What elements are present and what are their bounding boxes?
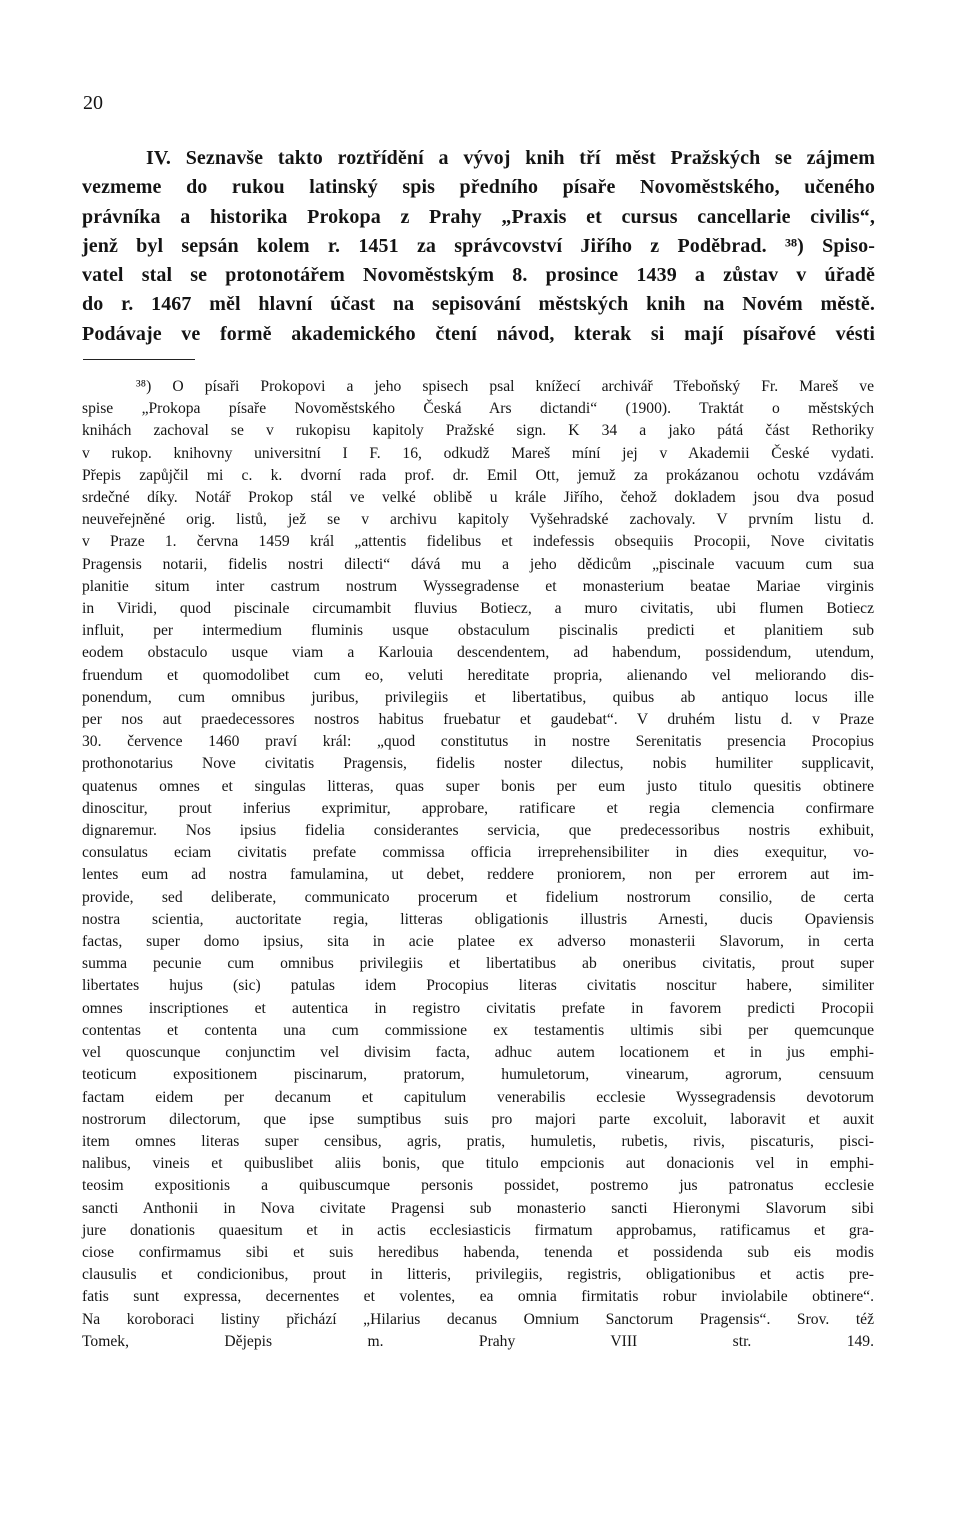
text-line: do r. 1467 měl hlavní účast na sepisování městských knih na Novém městě. <box>82 293 875 316</box>
footnote-line: jure donationis quaesitum et in actis ecclesiasticis firmatum approbamus, ratificamus et gra- <box>82 1221 874 1239</box>
text-line: vatel stal se protonotářem Novoměstským 8. prosince 1439 a zůstav v úřadě <box>82 264 875 287</box>
text-line: IV. Seznavše takto roztřídění a vývoj knih tří měst Pražských se zájmem <box>146 147 875 169</box>
footnote-line: Přepis zapůjčil mi c. k. dvorní rada prof. dr. Emil Ott, jemuž za prokázanou ochotu vzdávám <box>82 466 874 484</box>
footnote-line: ponendum, cum omnibus juribus, privilegiis et libertatibus, quibus ab antiquo locus ille <box>82 688 874 706</box>
footnote-line: eodem obstaculo usque viam a Karlouia descendentem, ad habendum, possidendum, utendum, <box>82 644 874 662</box>
footnote-line: consulatus eciam civitatis prefate commissa officia irreprehensibiliter in dies exequitur, vo- <box>82 844 874 862</box>
footnote-separator <box>83 359 195 360</box>
footnote-line: summa pecunie cum omnibus privilegiis et libertatibus ab oneribus civitatis, prout super <box>82 955 874 973</box>
footnote-line: factam eidem per decanum et capitulum venerabilis ecclesie Wyssegradensis devotorum <box>82 1088 874 1106</box>
page-number: 20 <box>83 92 103 114</box>
footnote-line: in Viridi, quod piscinale circumambit fluvius Botiecz, a muro civitatis, ubi flumen Botiecz <box>82 600 874 618</box>
footnote-line: lentes eum ad nostra famulamina, ut debet, reddere proniorem, non per errorem aut im- <box>82 866 874 884</box>
footnote-38 <box>82 376 874 1353</box>
footnote-line: nalibus, vineis et quibuslibet aliis bonis, que titulo empcionis aut donacionis vel in emphi- <box>82 1155 874 1173</box>
footnote-line: factas, super domo ipsius, sita in acie platee ex adverso monasterii Slavorum, in certa <box>82 933 874 951</box>
footnote-line: Pragensis notarii, fidelis nostri dilecti“ dává mu a jeho dědicům „piscinale vacuum cum sua <box>82 555 874 573</box>
footnote-line: Na koroboraci listiny přichází „Hilarius decanus Omnium Sanctorum Pragensis“. Srov. též <box>82 1310 874 1328</box>
footnote-line: item omnes literas super censibus, agris, pratis, humuletis, rubetis, rivis, piscaturis, pisci- <box>82 1132 874 1150</box>
footnote-line: quatenus omnes et singulas litteras, quas super bonis per eum justo titulo quesitis obtinere <box>82 777 874 795</box>
footnote-line: influit, per intermedium fluminis usque obstaculum piscinalis predicti et planitiem sub <box>82 622 874 640</box>
footnote-line: libertates hujus (sic) patulas idem Procopius literas civitatis noscitur habere, similiter <box>82 977 874 995</box>
footnote-line: omnes inscriptiones et autentica in registro civitatis prefate in favorem predicti Procopii <box>82 999 874 1017</box>
text-line: právníka a historika Prokopa z Prahy „Praxis et cursus cancellarie civilis“, <box>82 205 875 228</box>
footnote-line: teosim expositionis a quibuscumque personis possidet, postremo jus patronatus ecclesie <box>82 1177 874 1195</box>
footnote-line: prothonotarius Nove civitatis Pragensis, fidelis noster dilectus, nobis humiliter supplicavit, <box>82 755 874 773</box>
footnote-line: nostrorum dilectorum, que ipse sumptibus suis pro majori parte excoluit, laboravit et auxit <box>82 1110 874 1128</box>
footnote-line: neuveřejněné orig. listů, jež se v archivu kapitoly Vyšehradské zachovaly. V prvním listu d. <box>82 511 874 529</box>
footnote-line: sancti Anthonii in Nova civitate Pragensi sub monasterio sancti Hieronymi Slavorum sibi <box>82 1199 874 1217</box>
footnote-line: 30. července 1460 praví král: „quod constitutus in nostre Serenitatis presencia Procopius <box>82 733 874 751</box>
footnote-line: planitie situm inter castrum nostrum Wyssegradense et monasterium beatae Mariae virginis <box>82 577 874 595</box>
footnote-line: provide, sed deliberate, communicato procerum et fidelium nostrorum consilio, de certa <box>82 888 874 906</box>
footnote-line: dignaremur. Nos ipsius fidelia considerantes servicia, que predecessoribus nostris exhibuit, <box>82 822 874 840</box>
footnote-line: spise „Prokopa písaře Novoměstského Česká Ars dictandi“ (1900). Traktát o městských <box>82 400 874 418</box>
footnote-line: contentas et contenta una cum commissione ex testamentis ultimis sibi per quemcunque <box>82 1021 874 1039</box>
footnote-line: fruendum et quomodolibet cum eo, veluti hereditate propria, alienando vel meliorando dis- <box>82 666 874 684</box>
footnote-line: knihách zachoval se v rukopisu kapitoly Pražské sign. K 34 a jako pátá část Rethoriky <box>82 422 874 440</box>
footnote-line: dinoscitur, prout inferius exprimitur, approbare, ratificare et regia clemencia confirmare <box>82 799 874 817</box>
text-line: jenž byl sepsán kolem r. 1451 za správcovství Jiřího z Poděbrad. ³⁸) Spiso- <box>82 234 875 257</box>
footnote-line: nostra scientia, auctoritate regia, litteras obligationis illustris Arnesti, ducis Opaviensis <box>82 910 874 928</box>
text-line: Podávaje ve formě akademického čtení návod, kterak si mají písařové vésti <box>82 322 875 345</box>
footnote-line: ³⁸) O písaři Prokopovi a jeho spisech psal knížecí archivář Třeboňský Fr. Mareš ve <box>136 378 874 395</box>
footnote-line: per nos aut praedecessores nostros habitus fruebatur et gaudebat“. V druhém listu d. v Praze <box>82 711 874 729</box>
footnote-line: Tomek, Dějepis m. Prahy VIII str. 149. <box>82 1332 874 1350</box>
footnote-line: vel quoscunque conjunctim vel divisim facta, adhuc autem locationem et in jus emphi- <box>82 1044 874 1062</box>
text-line: vezmeme do rukou latinský spis předního písaře Novoměstského, učeného <box>82 176 875 199</box>
footnote-line: teoticum expositionem piscinarum, pratorum, humuletorum, vinearum, agrorum, censuum <box>82 1066 874 1084</box>
main-paragraph <box>82 144 875 349</box>
footnote-line: v rukop. knihovny universitní I F. 16, odkudž Mareš míní jej v Akademii České vydati. <box>82 444 874 462</box>
footnote-line: fatis sunt expressa, decernentes et volentes, ea omnia firmitatis robur inviolabile obtinere“. <box>82 1288 874 1306</box>
footnote-line: srdečné díky. Notář Prokop stál ve velké oblibě u krále Jiřího, čehož dokladem jsou dva posud <box>82 489 874 507</box>
footnote-line: ciose confirmamus sibi et suis heredibus habenda, tenenda et possidenda sub eis modis <box>82 1243 874 1261</box>
footnote-line: v Praze 1. června 1459 král „attentis fidelibus et indefessis obsequiis Procopii, Nove civitatis <box>82 533 874 551</box>
footnote-line: clausulis et condicionibus, prout in litteris, privilegiis, registris, obligationibus et actis pre- <box>82 1266 874 1284</box>
